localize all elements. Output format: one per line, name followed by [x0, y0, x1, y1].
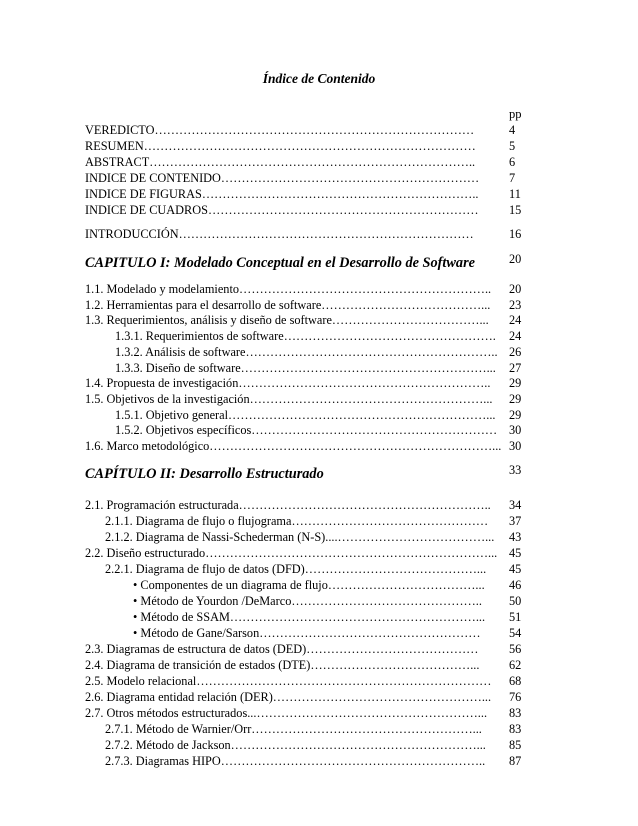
toc-entry[interactable] — [85, 577, 522, 593]
toc-entry-text: 1.5.1. Objetivo general………………………………………………………... — [115, 407, 496, 422]
toc-entry[interactable] — [85, 609, 522, 625]
toc-entry-text: 2.2.1. Diagrama de flujo de datos (DFD)……………………………………... — [105, 562, 487, 576]
toc-entry-page: 87 — [509, 754, 522, 768]
toc-entry-text: 2.7. Otros métodos estructurados...………………………………………………... — [85, 706, 488, 720]
toc-entry-page: 45 — [509, 546, 522, 560]
toc-entry-page: 30 — [509, 423, 522, 438]
toc-entry-page: 20 — [509, 282, 522, 296]
toc-entry-text: 2.1. Programación estructurada…………………………………………………….. — [85, 498, 491, 512]
toc-entry-text: • Componentes de un diagrama de flujo………………………………... — [133, 578, 485, 592]
toc-entry[interactable] — [85, 170, 516, 186]
toc-entry-text: 2.6. Diagrama entidad relación (DER)……………………………………………... — [85, 690, 492, 704]
toc-entry[interactable] — [85, 226, 522, 242]
toc-entry-page: 34 — [509, 498, 522, 512]
toc-entry[interactable] — [85, 297, 522, 313]
toc-entry-text: INTRODUCCIÓN……………………………………………………………… — [85, 227, 474, 241]
toc-entry-page: 6 — [509, 155, 516, 169]
toc-entry-page: 45 — [509, 562, 522, 576]
toc-entry-page: 83 — [509, 706, 522, 720]
toc-entry[interactable] — [85, 497, 522, 513]
toc-entry-text: 2.2. Diseño estructurado……………………………………………………………... — [85, 546, 498, 560]
toc-entry[interactable] — [85, 529, 522, 545]
toc-entry-page: 62 — [509, 658, 522, 672]
toc-entry-page: 15 — [509, 203, 522, 217]
toc-entry[interactable] — [85, 422, 522, 438]
toc-entry[interactable] — [85, 138, 516, 154]
toc-entry-text: 1.2. Herramientas para el desarrollo de software…………………………………... — [85, 297, 491, 312]
toc-entry[interactable] — [85, 625, 522, 641]
toc-entry-text: 2.5. Modelo relacional……………………………………………………………… — [85, 674, 492, 688]
toc-entry-text: 1.5.2. Objetivos específicos…………………………………………………… — [115, 423, 498, 438]
toc-entry[interactable] — [85, 281, 522, 297]
toc-entry[interactable] — [85, 186, 521, 202]
toc-entry-page: 51 — [509, 610, 522, 624]
toc-entry-page: 11 — [509, 187, 521, 201]
toc-entry-page: 4 — [509, 123, 516, 137]
toc-entry[interactable] — [85, 122, 516, 138]
toc-entry-page: 24 — [509, 329, 522, 344]
toc-entry-page: 29 — [509, 407, 522, 422]
chapter-2-heading[interactable] — [85, 463, 522, 484]
toc-entry-text: 1.1. Modelado y modelamiento…………………………………………………….. — [85, 282, 492, 296]
toc-entry[interactable] — [85, 705, 522, 721]
toc-entry-text: INDICE DE CUADROS………………………………………………………… — [85, 203, 479, 217]
toc-entry-page: 76 — [509, 690, 522, 704]
chapter-1-title: CAPITULO I: Modelado Conceptual en el Desarrollo de Software — [85, 255, 475, 271]
toc-entry-text: 2.7.2. Método de Jackson……………………………………………………... — [105, 738, 486, 752]
chapter-1-heading[interactable] — [85, 252, 522, 273]
toc-entry[interactable] — [85, 344, 522, 360]
toc-entry-text: INDICE DE CONTENIDO……………………………………………………… — [85, 171, 480, 185]
chapter-2-page: 33 — [509, 463, 522, 477]
toc-entry-page: 23 — [509, 297, 522, 312]
toc-entry-text: 2.7.3. Diagramas HIPO……………………………………………………….. — [105, 754, 486, 768]
toc-entry-text: 2.3. Diagramas de estructura de datos (DED)…………………………………… — [85, 642, 479, 656]
toc-entry-page: 26 — [509, 344, 522, 359]
toc-entry[interactable] — [85, 154, 516, 170]
toc-entry[interactable] — [85, 312, 522, 328]
toc-entry-page: 29 — [509, 376, 522, 391]
toc-entry-page: 30 — [509, 439, 522, 453]
toc-entry-text: RESUMEN……………………………………………………………………… — [85, 139, 476, 153]
toc-entry-text: 1.3.3. Diseño de software……………………………………………………... — [115, 360, 496, 375]
toc-entry-text: 2.4. Diagrama de transición de estados (DTE)…………………………………... — [85, 658, 480, 672]
toc-entry-text: • Método de Yourdon /DeMarco……………………………………….. — [133, 594, 482, 608]
toc-entry-page: 43 — [509, 530, 522, 544]
toc-entry-page: 37 — [509, 514, 522, 528]
toc-entry[interactable] — [85, 721, 522, 737]
toc-entry[interactable] — [85, 202, 522, 218]
toc-entry[interactable] — [85, 328, 522, 344]
toc-entry-text: • Método de Gane/Sarson……………………………………………… — [133, 626, 481, 640]
toc-entry[interactable] — [85, 438, 522, 454]
toc-entry-text: 1.4. Propuesta de investigación…………………………………………………….. — [85, 376, 491, 391]
toc-entry[interactable] — [85, 375, 522, 391]
toc-entry-page: 29 — [509, 391, 522, 406]
toc-entry-page: 24 — [509, 313, 522, 328]
toc-entry-page: 7 — [509, 171, 516, 185]
toc-entry[interactable] — [85, 641, 522, 657]
toc-entry-text: 1.6. Marco metodológico……………………………………………………………... — [85, 439, 502, 453]
toc-entry-page: 54 — [509, 626, 522, 640]
toc-entry[interactable] — [85, 561, 522, 577]
toc-entry[interactable] — [85, 391, 522, 407]
toc-entry[interactable] — [85, 593, 522, 609]
toc-entry-text: 2.7.1. Método de Warnier/Orr………………………………………………... — [105, 722, 482, 736]
toc-entry-text: 1.3. Requerimientos, análisis y diseño de software………………………………... — [85, 313, 489, 328]
toc-entry-page: 56 — [509, 642, 522, 656]
toc-entry[interactable] — [85, 545, 522, 561]
toc-entry-text: INDICE DE FIGURAS………………………………………………………….. — [85, 187, 479, 201]
toc-entry-page: 5 — [509, 139, 516, 153]
toc-entry-text: 2.1.2. Diagrama de Nassi-Schederman (N-S)....………………………………... — [105, 530, 495, 544]
toc-entry-text: 2.1.1. Diagrama de flujo o flujograma………………………………………… — [105, 514, 489, 528]
toc-entry[interactable] — [85, 689, 522, 705]
toc-entry-page: 85 — [509, 738, 522, 752]
toc-entry-page: 68 — [509, 674, 522, 688]
toc-entry-page: 46 — [509, 578, 522, 592]
toc-entry[interactable] — [85, 513, 522, 529]
toc-entry-page: 27 — [509, 360, 522, 375]
chapter-2-title: CAPÍTULO II: Desarrollo Estructurado — [85, 466, 324, 482]
chapter-1-page: 20 — [509, 252, 522, 266]
toc-entry[interactable] — [85, 407, 522, 423]
toc-entry-text: 1.3.1. Requerimientos de software……………………………………………. — [115, 329, 496, 344]
pages-column-label: pp — [509, 107, 522, 121]
toc-entry[interactable] — [85, 737, 522, 753]
toc-entry[interactable] — [85, 360, 522, 376]
toc-entry-page: 16 — [509, 227, 522, 241]
toc-entry-text: • Método de SSAM……………………………………………………... — [133, 610, 486, 624]
toc-entry[interactable] — [85, 673, 522, 689]
page-title: Índice de Contenido — [262, 71, 376, 86]
toc-entry[interactable] — [85, 753, 522, 769]
toc-entry-text: 1.3.2. Análisis de software…………………………………………………….. — [115, 344, 498, 359]
toc-entry-text: VEREDICTO…………………………………………………………………… — [85, 123, 475, 137]
toc-entry[interactable] — [85, 657, 522, 673]
toc-entry-page: 83 — [509, 722, 522, 736]
toc-entry-text: ABSTRACT…………………………………………………………………….. — [85, 155, 476, 169]
toc-entry-text: 1.5. Objetivos de la investigación…………………………………………………... — [85, 391, 493, 406]
toc-entry-page: 50 — [509, 594, 522, 608]
